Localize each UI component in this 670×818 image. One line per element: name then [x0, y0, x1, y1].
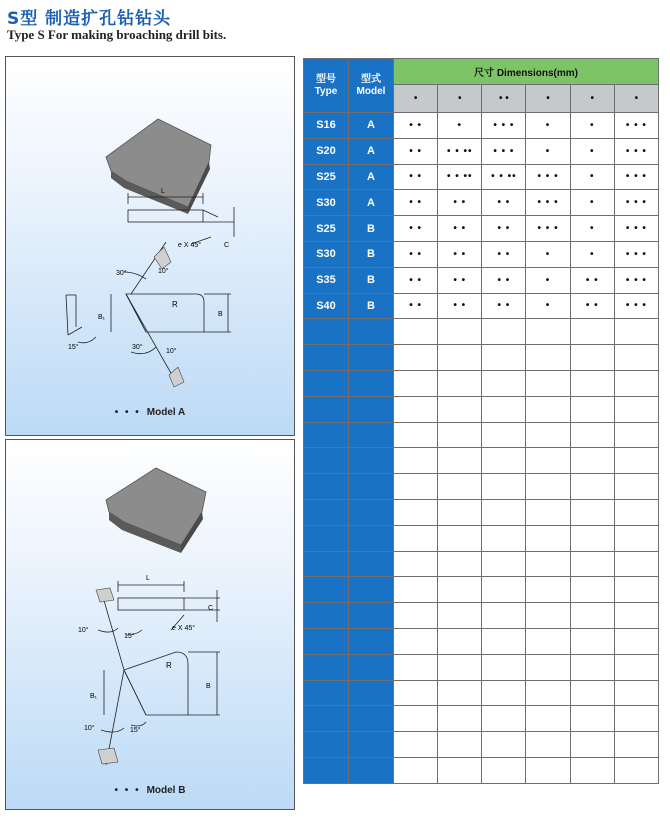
cell-dimension: •	[570, 138, 614, 164]
cell-dimension: •	[526, 138, 570, 164]
empty-cell	[438, 319, 482, 345]
model-b-dim-r: R	[166, 661, 172, 670]
model-b-angle-15-top: 15°	[124, 633, 135, 640]
empty-cell	[614, 345, 658, 371]
model-b-caption	[6, 785, 294, 796]
cell-dimension: • • •	[614, 293, 658, 319]
empty-cell	[304, 474, 349, 500]
empty-table-row	[304, 448, 659, 474]
model-b-angle-10-top: 10°	[78, 627, 89, 634]
empty-cell	[526, 448, 570, 474]
empty-cell	[438, 654, 482, 680]
empty-cell	[526, 474, 570, 500]
empty-cell	[349, 525, 394, 551]
table-row	[304, 216, 659, 242]
cell-dimension: •	[570, 241, 614, 267]
empty-cell	[526, 396, 570, 422]
empty-cell	[349, 706, 394, 732]
empty-cell	[482, 396, 526, 422]
empty-cell	[394, 732, 438, 758]
cell-type: S25	[304, 216, 349, 242]
sub-header-cell: •	[614, 85, 658, 113]
model-b-angle-10-bottom: 10°	[84, 725, 95, 732]
cell-dimension: • •	[394, 267, 438, 293]
cell-model: A	[349, 138, 394, 164]
empty-cell	[438, 732, 482, 758]
empty-cell	[394, 654, 438, 680]
cell-dimension: • •	[482, 267, 526, 293]
empty-table-row	[304, 757, 659, 783]
empty-cell	[526, 370, 570, 396]
empty-cell	[614, 448, 658, 474]
empty-cell	[482, 499, 526, 525]
model-b-panel	[5, 439, 295, 810]
cell-dimension: • •	[394, 293, 438, 319]
model-b-caption-dots: • • •	[114, 785, 141, 796]
model-a-angle-30-bottom: 30°	[132, 344, 143, 351]
cell-dimension: •	[526, 113, 570, 139]
empty-cell	[304, 757, 349, 783]
empty-cell	[349, 551, 394, 577]
empty-cell	[482, 577, 526, 603]
empty-cell	[394, 370, 438, 396]
cell-type: S25	[304, 164, 349, 190]
empty-cell	[349, 396, 394, 422]
cell-dimension: • •	[394, 138, 438, 164]
model-a-angle-10-top: 10°	[158, 268, 169, 275]
empty-cell	[526, 499, 570, 525]
empty-cell	[304, 319, 349, 345]
empty-cell	[614, 499, 658, 525]
empty-cell	[438, 551, 482, 577]
empty-table-row	[304, 603, 659, 629]
cell-dimension: •	[570, 216, 614, 242]
dimensions-table	[303, 58, 659, 784]
empty-table-row	[304, 577, 659, 603]
cell-model: A	[349, 164, 394, 190]
model-a-dim-r: R	[172, 300, 178, 309]
empty-cell	[614, 396, 658, 422]
cell-dimension: • •	[482, 190, 526, 216]
empty-cell	[570, 474, 614, 500]
empty-cell	[438, 448, 482, 474]
cell-dimension: • • ••	[482, 164, 526, 190]
empty-cell	[614, 319, 658, 345]
col-header-model-en: Model	[356, 85, 386, 97]
empty-cell	[349, 319, 394, 345]
cell-model: B	[349, 216, 394, 242]
cell-dimension: • •	[570, 267, 614, 293]
empty-cell	[482, 654, 526, 680]
model-b-dim-chamfer: e X 45°	[172, 625, 196, 632]
empty-cell	[394, 345, 438, 371]
model-a-caption	[6, 407, 294, 418]
empty-cell	[614, 370, 658, 396]
cell-dimension: • • •	[482, 138, 526, 164]
empty-cell	[394, 474, 438, 500]
empty-cell	[304, 551, 349, 577]
empty-cell	[614, 654, 658, 680]
cell-type: S30	[304, 190, 349, 216]
empty-cell	[304, 628, 349, 654]
cell-dimension: • • •	[526, 190, 570, 216]
empty-cell	[570, 499, 614, 525]
cell-dimension: • •	[438, 241, 482, 267]
cell-dimension: • •	[482, 216, 526, 242]
model-a-angle-15: 15°	[68, 344, 79, 351]
empty-table-row	[304, 370, 659, 396]
cell-dimension: •	[438, 113, 482, 139]
cell-dimension: • • •	[614, 164, 658, 190]
empty-cell	[304, 525, 349, 551]
cell-dimension: • •	[394, 190, 438, 216]
table-row	[304, 190, 659, 216]
empty-cell	[438, 370, 482, 396]
cell-dimension: • •	[394, 164, 438, 190]
dimensions-table-wrapper	[303, 58, 659, 784]
empty-cell	[438, 474, 482, 500]
empty-cell	[349, 757, 394, 783]
col-header-dimensions: 尺寸 Dimensions(mm)	[394, 59, 659, 85]
table-row	[304, 113, 659, 139]
cell-dimension: • •	[482, 293, 526, 319]
empty-cell	[526, 680, 570, 706]
col-header-type-cn: 型号	[316, 73, 336, 85]
model-a-drawing	[6, 57, 296, 437]
empty-cell	[526, 577, 570, 603]
col-header-type-en: Type	[314, 85, 338, 97]
empty-table-row	[304, 499, 659, 525]
empty-cell	[614, 628, 658, 654]
model-a-dim-b: B	[218, 311, 223, 318]
empty-cell	[438, 345, 482, 371]
empty-cell	[304, 370, 349, 396]
col-header-type	[304, 59, 349, 113]
empty-cell	[482, 474, 526, 500]
cell-dimension: • •	[438, 267, 482, 293]
empty-cell	[304, 706, 349, 732]
empty-cell	[482, 345, 526, 371]
cell-type: S40	[304, 293, 349, 319]
empty-cell	[570, 551, 614, 577]
cell-dimension: • •	[438, 216, 482, 242]
cell-dimension: • • •	[482, 113, 526, 139]
table-row	[304, 164, 659, 190]
empty-cell	[438, 603, 482, 629]
empty-cell	[570, 396, 614, 422]
empty-cell	[570, 525, 614, 551]
empty-cell	[438, 577, 482, 603]
col-header-model	[349, 59, 394, 113]
empty-table-row	[304, 319, 659, 345]
empty-cell	[394, 706, 438, 732]
model-b-caption-text: Model B	[146, 785, 186, 796]
cell-dimension: • •	[394, 216, 438, 242]
empty-cell	[482, 370, 526, 396]
model-b-dim-l: L	[146, 575, 150, 582]
cell-dimension: •	[570, 113, 614, 139]
empty-cell	[570, 628, 614, 654]
empty-table-row	[304, 396, 659, 422]
empty-cell	[614, 603, 658, 629]
empty-cell	[394, 499, 438, 525]
page-subtitle: Type S For making broaching drill bits.	[7, 27, 227, 42]
empty-cell	[438, 680, 482, 706]
model-a-angle-10-bottom: 10°	[166, 348, 177, 355]
empty-cell	[349, 370, 394, 396]
model-b-drawing	[6, 440, 296, 811]
cell-dimension: • • •	[526, 216, 570, 242]
empty-cell	[304, 654, 349, 680]
model-b-dim-b1: B₁	[90, 693, 98, 700]
empty-cell	[394, 396, 438, 422]
empty-cell	[570, 654, 614, 680]
model-a-dim-b1: B₁	[98, 314, 106, 321]
empty-cell	[570, 680, 614, 706]
sub-header-cell: •	[570, 85, 614, 113]
empty-cell	[526, 422, 570, 448]
cell-type: S35	[304, 267, 349, 293]
cell-type: S20	[304, 138, 349, 164]
cell-dimension: • •	[438, 293, 482, 319]
empty-cell	[482, 551, 526, 577]
empty-cell	[526, 603, 570, 629]
empty-cell	[526, 551, 570, 577]
model-a-dim-l: L	[161, 188, 165, 195]
empty-cell	[349, 448, 394, 474]
empty-cell	[482, 680, 526, 706]
empty-cell	[570, 319, 614, 345]
cell-dimension: • • •	[614, 216, 658, 242]
cell-dimension: • •	[570, 293, 614, 319]
cell-dimension: • • ••	[438, 164, 482, 190]
model-a-dim-chamfer: e X 45°	[178, 242, 202, 249]
empty-cell	[394, 680, 438, 706]
empty-cell	[349, 603, 394, 629]
empty-cell	[394, 551, 438, 577]
empty-cell	[304, 499, 349, 525]
table-body	[304, 113, 659, 784]
col-header-model-cn: 型式	[361, 73, 381, 85]
cell-dimension: •	[570, 164, 614, 190]
cell-model: B	[349, 293, 394, 319]
cell-model: A	[349, 113, 394, 139]
empty-cell	[438, 706, 482, 732]
cell-model: A	[349, 190, 394, 216]
empty-cell	[526, 757, 570, 783]
empty-cell	[394, 448, 438, 474]
empty-cell	[482, 525, 526, 551]
table-row	[304, 241, 659, 267]
empty-cell	[349, 422, 394, 448]
empty-cell	[394, 422, 438, 448]
cell-dimension: • • •	[614, 113, 658, 139]
empty-cell	[304, 603, 349, 629]
empty-table-row	[304, 654, 659, 680]
empty-cell	[614, 422, 658, 448]
empty-cell	[304, 577, 349, 603]
model-a-dim-c: C	[224, 242, 230, 249]
empty-cell	[438, 499, 482, 525]
cell-dimension: • • •	[614, 241, 658, 267]
empty-cell	[394, 757, 438, 783]
empty-table-row	[304, 474, 659, 500]
empty-cell	[526, 319, 570, 345]
empty-cell	[438, 525, 482, 551]
cell-dimension: • •	[394, 113, 438, 139]
cell-dimension: •	[526, 293, 570, 319]
empty-cell	[570, 422, 614, 448]
model-a-caption-text: Model A	[146, 407, 186, 418]
table-row	[304, 293, 659, 319]
empty-table-row	[304, 680, 659, 706]
cell-dimension: • •	[438, 190, 482, 216]
model-b-dim-c: C	[208, 605, 214, 612]
empty-cell	[304, 422, 349, 448]
empty-cell	[394, 603, 438, 629]
empty-cell	[482, 319, 526, 345]
cell-dimension: •	[526, 241, 570, 267]
empty-cell	[526, 732, 570, 758]
empty-cell	[614, 706, 658, 732]
model-b-dim-b: B	[206, 683, 211, 690]
empty-cell	[614, 474, 658, 500]
empty-cell	[394, 628, 438, 654]
empty-cell	[482, 603, 526, 629]
empty-cell	[570, 603, 614, 629]
empty-cell	[304, 448, 349, 474]
empty-cell	[570, 370, 614, 396]
empty-cell	[438, 757, 482, 783]
empty-cell	[570, 706, 614, 732]
empty-cell	[570, 345, 614, 371]
cell-dimension: •	[570, 190, 614, 216]
empty-cell	[482, 706, 526, 732]
empty-cell	[349, 732, 394, 758]
empty-cell	[349, 474, 394, 500]
model-b-angle-15-bottom: 15°	[130, 727, 141, 734]
sub-header-cell: • •	[482, 85, 526, 113]
table-row	[304, 138, 659, 164]
empty-cell	[349, 499, 394, 525]
empty-cell	[570, 448, 614, 474]
empty-cell	[482, 628, 526, 654]
sub-header-cell: •	[526, 85, 570, 113]
sub-header-cell: •	[438, 85, 482, 113]
cell-model: B	[349, 241, 394, 267]
cell-type: S30	[304, 241, 349, 267]
empty-table-row	[304, 422, 659, 448]
empty-cell	[304, 732, 349, 758]
cell-dimension: • • •	[526, 164, 570, 190]
empty-cell	[394, 319, 438, 345]
model-a-angle-30-top: 30°	[116, 270, 127, 277]
table-row	[304, 267, 659, 293]
empty-cell	[438, 396, 482, 422]
empty-cell	[349, 654, 394, 680]
empty-cell	[526, 654, 570, 680]
empty-cell	[570, 732, 614, 758]
cell-dimension: • • ••	[438, 138, 482, 164]
empty-cell	[614, 551, 658, 577]
empty-cell	[570, 757, 614, 783]
empty-cell	[482, 757, 526, 783]
empty-cell	[394, 525, 438, 551]
empty-cell	[526, 345, 570, 371]
cell-dimension: • • •	[614, 190, 658, 216]
empty-cell	[349, 680, 394, 706]
empty-table-row	[304, 628, 659, 654]
empty-cell	[614, 680, 658, 706]
cell-dimension: • • •	[614, 267, 658, 293]
empty-table-row	[304, 345, 659, 371]
cell-dimension: • •	[394, 241, 438, 267]
empty-cell	[349, 345, 394, 371]
page-title: S型 制造扩孔钻钻头	[7, 9, 172, 29]
sub-header-cell: •	[394, 85, 438, 113]
empty-cell	[349, 628, 394, 654]
empty-cell	[614, 525, 658, 551]
empty-cell	[526, 525, 570, 551]
empty-cell	[570, 577, 614, 603]
empty-cell	[304, 680, 349, 706]
empty-table-row	[304, 732, 659, 758]
empty-cell	[614, 732, 658, 758]
empty-cell	[614, 577, 658, 603]
cell-type: S16	[304, 113, 349, 139]
empty-cell	[304, 396, 349, 422]
model-a-caption-dots: • • •	[114, 407, 141, 418]
cell-dimension: •	[526, 267, 570, 293]
empty-table-row	[304, 525, 659, 551]
model-a-panel	[5, 56, 295, 436]
empty-cell	[438, 422, 482, 448]
empty-cell	[482, 448, 526, 474]
cell-model: B	[349, 267, 394, 293]
empty-cell	[482, 732, 526, 758]
cell-dimension: • •	[482, 241, 526, 267]
empty-cell	[526, 628, 570, 654]
cell-dimension: • • •	[614, 138, 658, 164]
empty-cell	[349, 577, 394, 603]
empty-cell	[304, 345, 349, 371]
empty-table-row	[304, 551, 659, 577]
empty-cell	[394, 577, 438, 603]
empty-table-row	[304, 706, 659, 732]
empty-cell	[438, 628, 482, 654]
empty-cell	[526, 706, 570, 732]
empty-cell	[482, 422, 526, 448]
empty-cell	[614, 757, 658, 783]
